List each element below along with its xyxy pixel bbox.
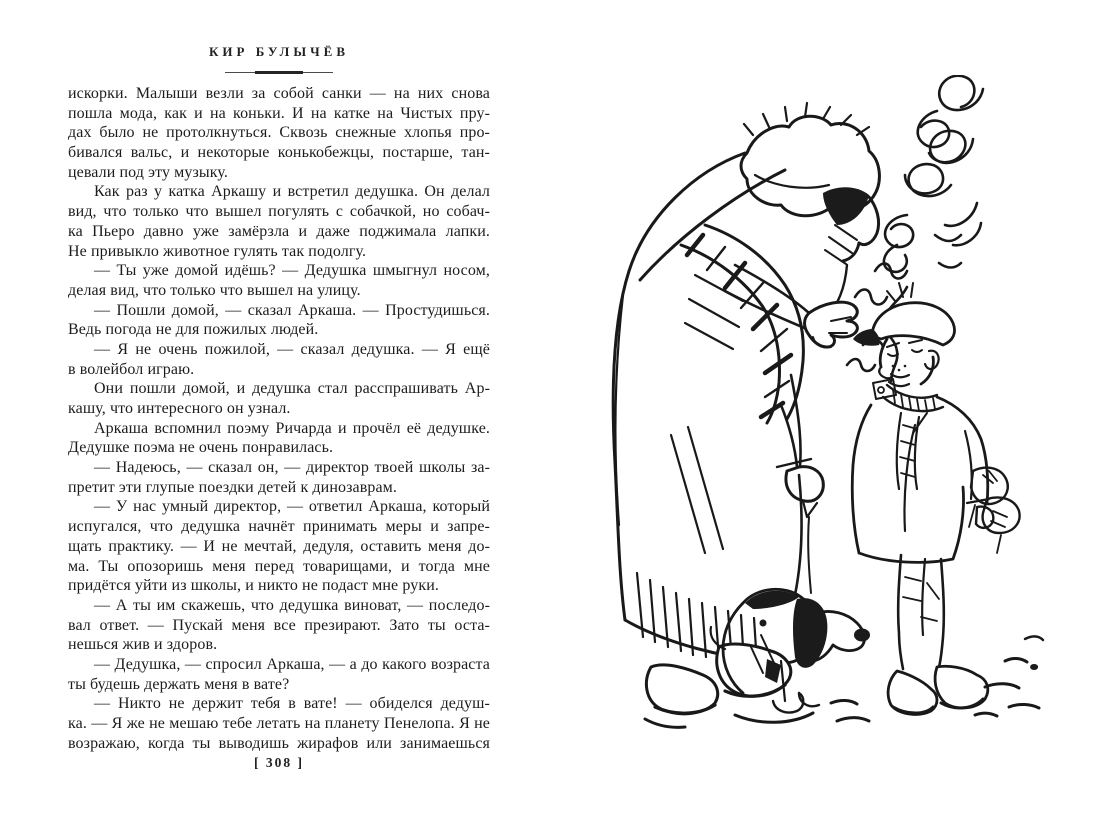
header-rule-ornament bbox=[68, 72, 490, 73]
text-line: в волейбол играю. bbox=[68, 360, 195, 378]
text-line: вид, что только что вышел погулять с собачкой, но собач- bbox=[68, 203, 490, 221]
text-line: — Дедушка, — спросил Аркаша, — а до какого возраста bbox=[94, 655, 490, 673]
text-line: испугался, что дедушка начнёт принимать меры и запре- bbox=[68, 518, 490, 536]
text-line: ты будешь держать меня в вате? bbox=[68, 675, 290, 693]
text-line: Как раз у катка Аркашу и встретил дедушка. Он делал bbox=[94, 183, 490, 201]
grandfather-drawing bbox=[613, 103, 879, 714]
text-line: возражаю, когда ты выводишь жирафов или занимаешься bbox=[68, 734, 490, 752]
text-line: нешься жив и здоров. bbox=[68, 636, 218, 654]
body-text bbox=[68, 84, 490, 753]
text-line: придётся уйти из школы, и никто не подаст мне руки. bbox=[68, 577, 439, 595]
boy-drawing bbox=[852, 283, 1019, 714]
book-illustration bbox=[585, 75, 1075, 775]
text-line: щать практику. — И не мечтай, дедуля, оставить меня до- bbox=[68, 537, 490, 555]
illustration-svg bbox=[585, 75, 1075, 775]
text-line: — Я не очень пожилой, — сказал дедушка. — Я ещё bbox=[94, 340, 490, 358]
text-line: кашу, что интересного он узнал. bbox=[68, 400, 291, 417]
text-line: Дедушке поэма не очень понравилась. bbox=[68, 439, 334, 457]
text-line: Аркаша вспомнил поэму Ричарда и прочёл её дедушке. bbox=[94, 419, 490, 437]
text-line: — У нас умный директор, — ответил Аркаша, который bbox=[94, 498, 490, 516]
text-line: Ведь погода не для пожилых людей. bbox=[68, 321, 319, 339]
text-line: — Пошли домой, — сказал Аркаша. — Простудишься. bbox=[94, 301, 490, 319]
text-line: Не привыкло животное гулять так подолгу. bbox=[68, 242, 367, 260]
page-number: [ 308 ] bbox=[254, 755, 304, 770]
text-line: Они пошли домой, и дедушка стал расспрашивать Ар- bbox=[94, 380, 490, 398]
text-line: бивался вальс, и некоторые конькобежцы, постарше, тан- bbox=[68, 144, 490, 162]
text-line: — А ты им скажешь, что дедушка виноват, — последо- bbox=[94, 596, 490, 614]
text-line: ма. Ты опозоришь меня перед товарищами, и тогда мне bbox=[68, 557, 490, 575]
text-line: искорки. Малыши везли за собой санки — на них снова bbox=[68, 85, 490, 102]
text-line: пошла мода, как и на коньки. И на катке на Чистых пру- bbox=[68, 104, 490, 122]
text-line: ка Пьеро давно уже замёрзла и даже поджимала лапки. bbox=[68, 222, 490, 240]
text-line: вал ответ. — Пускай меня все презирают. Зато ты оста- bbox=[68, 616, 490, 634]
text-line: претит эти глупые поездки детей к динозаврам. bbox=[68, 478, 397, 496]
text-line: цевали под эту музыку. bbox=[68, 163, 229, 181]
text-line: делая вид, что только что вышел на улицу. bbox=[68, 281, 361, 299]
text-line: — Ты уже домой идёшь? — Дедушка шмыгнул носом, bbox=[94, 262, 490, 280]
text-line: — Никто не держит тебя в вате! — обиделся дедуш- bbox=[94, 695, 490, 713]
text-line: ка. — Я же не мешаю тебе летать на планету Пенелопа. Я не bbox=[68, 715, 490, 732]
text-line: дах было не протолкнуться. Сквозь снежные хлопья про- bbox=[68, 124, 490, 142]
text-line: — Надеюсь, — сказал он, — директор твоей школы за- bbox=[94, 459, 490, 477]
running-header: КИР БУЛЫЧЁВ bbox=[208, 44, 350, 59]
